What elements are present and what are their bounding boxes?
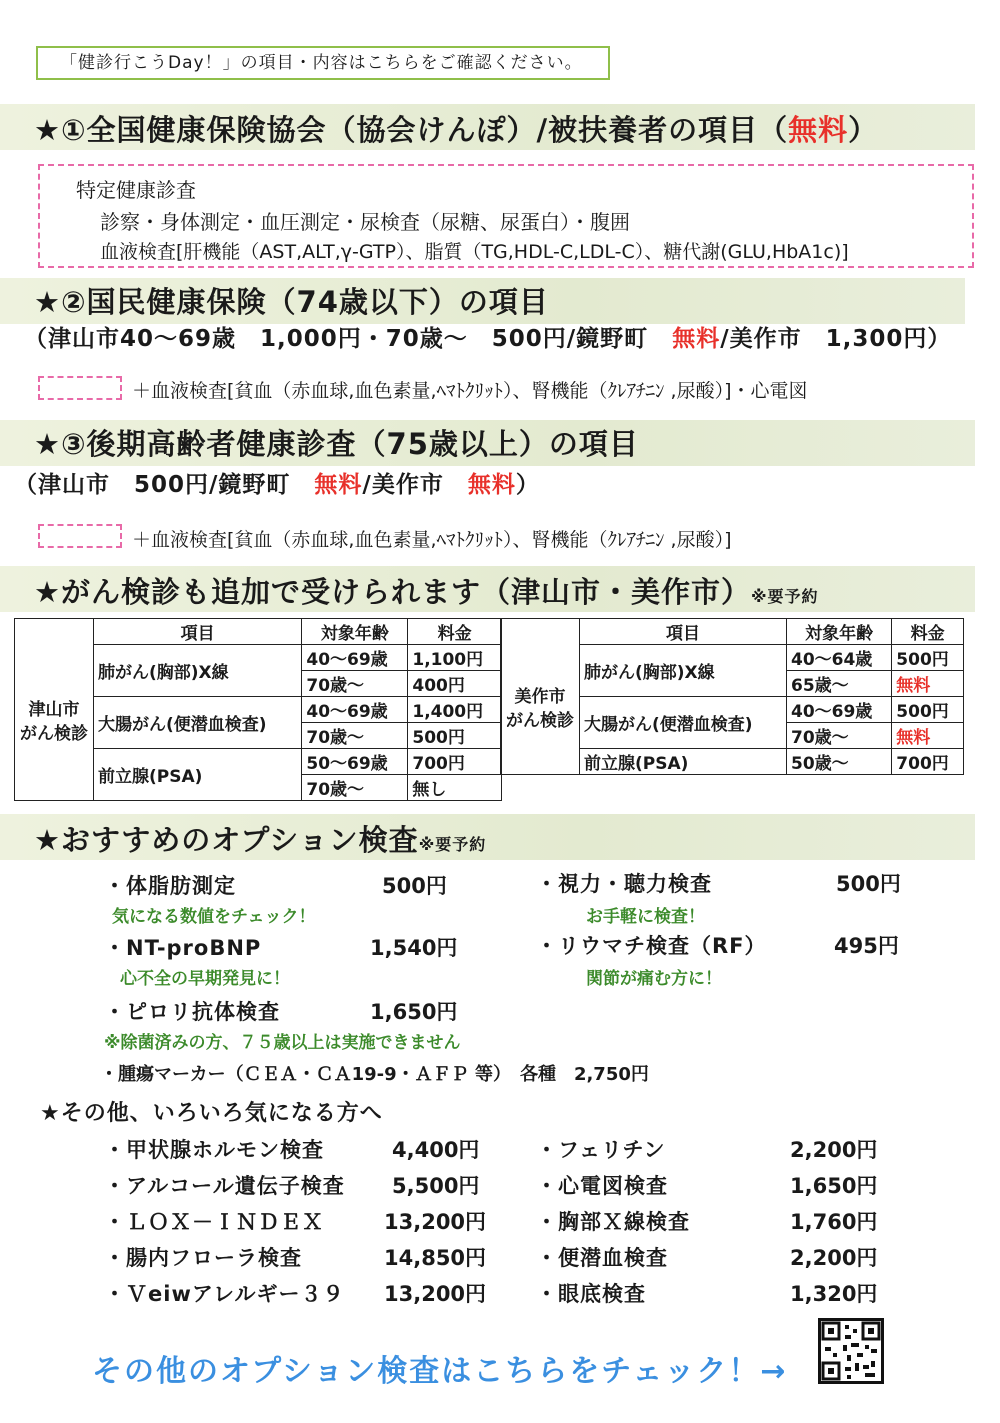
other-price: 1,320円 bbox=[790, 1282, 878, 1306]
qr-code-pattern-icon bbox=[821, 1321, 881, 1381]
other-item: ・便潜血検査 bbox=[536, 1246, 668, 1270]
tumor-marker-line: ・腫瘍マーカー（ＣＥＡ・ＣＡ19-9・ＡＦＰ 等） 各種 2,750円 bbox=[100, 1064, 649, 1085]
other-item: ・腸内フローラ検査 bbox=[104, 1246, 302, 1270]
option-item: ・体脂肪測定 bbox=[104, 874, 236, 898]
others-title: ★その他、いろいろ気になる方へ bbox=[40, 1101, 383, 1126]
table-row: 前立腺(PSA) bbox=[580, 749, 787, 775]
section3-dash bbox=[38, 524, 122, 548]
other-price: 2,200円 bbox=[790, 1246, 878, 1270]
mimasaka-cancer-table: 項目 対象年齢 料金 美作市 がん検診 肺がん(胸部)X線 40～64歳 500円 65歳～ 無料 大腸がん(便潜血検査) 40～69歳 500円 70歳～ 無料 前立腺(PSA) 50歳～ 700円 bbox=[500, 618, 964, 775]
table-row: 大腸がん(便潜血検査) bbox=[580, 697, 787, 749]
qr-code-icon[interactable] bbox=[818, 1318, 884, 1384]
option-hint: 心不全の早期発見に！ bbox=[120, 969, 290, 989]
option-item: ・リウマチ検査（RF） bbox=[536, 934, 767, 958]
other-item: ・胸部Ｘ線検査 bbox=[536, 1210, 690, 1234]
other-price: 13,200円 bbox=[384, 1210, 487, 1234]
other-price: 14,850円 bbox=[384, 1246, 487, 1270]
other-price: 2,200円 bbox=[790, 1138, 878, 1162]
table-row: 肺がん(胸部)X線 bbox=[94, 645, 302, 697]
other-price: 5,500円 bbox=[392, 1174, 480, 1198]
section1-title: ★①全国健康保険協会（協会けんぽ）/被扶養者の項目（無料） bbox=[34, 113, 879, 147]
option-item: ・ピロリ抗体検査 bbox=[104, 1000, 280, 1024]
option-price: 500円 bbox=[836, 872, 901, 896]
section3-extra: ＋血液検査[貧血（赤血球,血色素量,ﾍﾏﾄｸﾘｯﾄ）、腎機能（ｸﾚｱﾁﾆﾝ ,尿酸）] bbox=[132, 529, 732, 551]
table-row: 前立腺(PSA) bbox=[94, 749, 302, 801]
box-line1: 診察・身体測定・血圧測定・尿検査（尿糖、尿蛋白）・腹囲 bbox=[100, 210, 630, 234]
other-item: ・甲状腺ホルモン検査 bbox=[104, 1138, 324, 1162]
option-price: 500円 bbox=[382, 874, 447, 898]
mimasaka-label: 美作市 がん検診 bbox=[501, 645, 580, 775]
option-price: 1,540円 bbox=[370, 936, 458, 960]
other-price: 1,650円 bbox=[790, 1174, 878, 1198]
option-hint: ※除菌済みの方、７５歳以上は実施できません bbox=[104, 1033, 461, 1053]
other-price: 13,200円 bbox=[384, 1282, 487, 1306]
other-item: ・ＬＯＸ－ＩＮＤＥＸ bbox=[104, 1210, 324, 1234]
box-line2: 血液検査[肝機能（AST,ALT,γ-GTP）、脂質（TG,HDL-C,LDL-C）、糖代謝(GLU,HbA1c)] bbox=[100, 241, 849, 263]
option-item: ・視力・聴力検査 bbox=[536, 872, 712, 896]
box-title: 特定健康診査 bbox=[76, 178, 196, 202]
options-title: ★おすすめのオプション検査※要予約 bbox=[34, 823, 487, 857]
option-hint: 気になる数値をチェック！ bbox=[112, 907, 316, 927]
other-item: ・フェリチン bbox=[536, 1138, 666, 1162]
other-item: ・アルコール遺伝子検査 bbox=[104, 1174, 345, 1198]
section2-extra: ＋血液検査[貧血（赤血球,血色素量,ﾍﾏﾄｸﾘｯﾄ）、腎機能（ｸﾚｱﾁﾆﾝ ,尿酸）]・心電図 bbox=[132, 380, 808, 402]
option-price: 1,650円 bbox=[370, 1000, 458, 1024]
option-hint: お手軽に検査！ bbox=[586, 907, 705, 927]
table-row: 大腸がん(便潜血検査) bbox=[94, 697, 302, 749]
notice-box bbox=[36, 46, 610, 80]
option-item: ・NT-proBNP bbox=[104, 936, 262, 960]
notice-text: 「健診行こうDay！」の項目・内容はこちらをご確認ください。 bbox=[60, 53, 583, 73]
other-item: ・心電図検査 bbox=[536, 1174, 668, 1198]
other-price: 1,760円 bbox=[790, 1210, 878, 1234]
section3-title: ★③後期高齢者健康診査（75歳以上）の項目 bbox=[34, 427, 639, 461]
tsuyama-cancer-table: 項目 対象年齢 料金 津山市 がん検診 肺がん(胸部)X線 40～69歳 1,100円 70歳～ 400円 大腸がん(便潜血検査) 40～69歳 1,400円 70歳～ 500円 前立腺(PSA) 50～69歳 700円 70歳～ 無し bbox=[14, 618, 502, 801]
option-price: 495円 bbox=[834, 934, 899, 958]
tsuyama-label: 津山市 がん検診 bbox=[15, 645, 94, 801]
section3-fees: （津山市 500円/鏡野町 無料/美作市 無料） bbox=[14, 472, 540, 498]
section2-fees: （津山市40～69歳 1,000円・70歳～ 500円/鏡野町 無料/美作市 1,300円） bbox=[24, 326, 952, 352]
other-item: ・Ｖeiwアレルギー３９ bbox=[104, 1282, 345, 1306]
cancer-title: ★がん検診も追加で受けられます（津山市・美作市）※要予約 bbox=[34, 575, 819, 609]
table-row: 肺がん(胸部)X線 bbox=[580, 645, 787, 697]
section2-dash bbox=[38, 376, 122, 400]
section2-title: ★②国民健康保険（74歳以下）の項目 bbox=[34, 285, 549, 319]
option-hint: 関節が痛む方に！ bbox=[586, 969, 722, 989]
footer-link-text[interactable]: その他のオプション検査はこちらをチェック！→ bbox=[92, 1354, 788, 1389]
other-item: ・眼底検査 bbox=[536, 1282, 646, 1306]
other-price: 4,400円 bbox=[392, 1138, 480, 1162]
